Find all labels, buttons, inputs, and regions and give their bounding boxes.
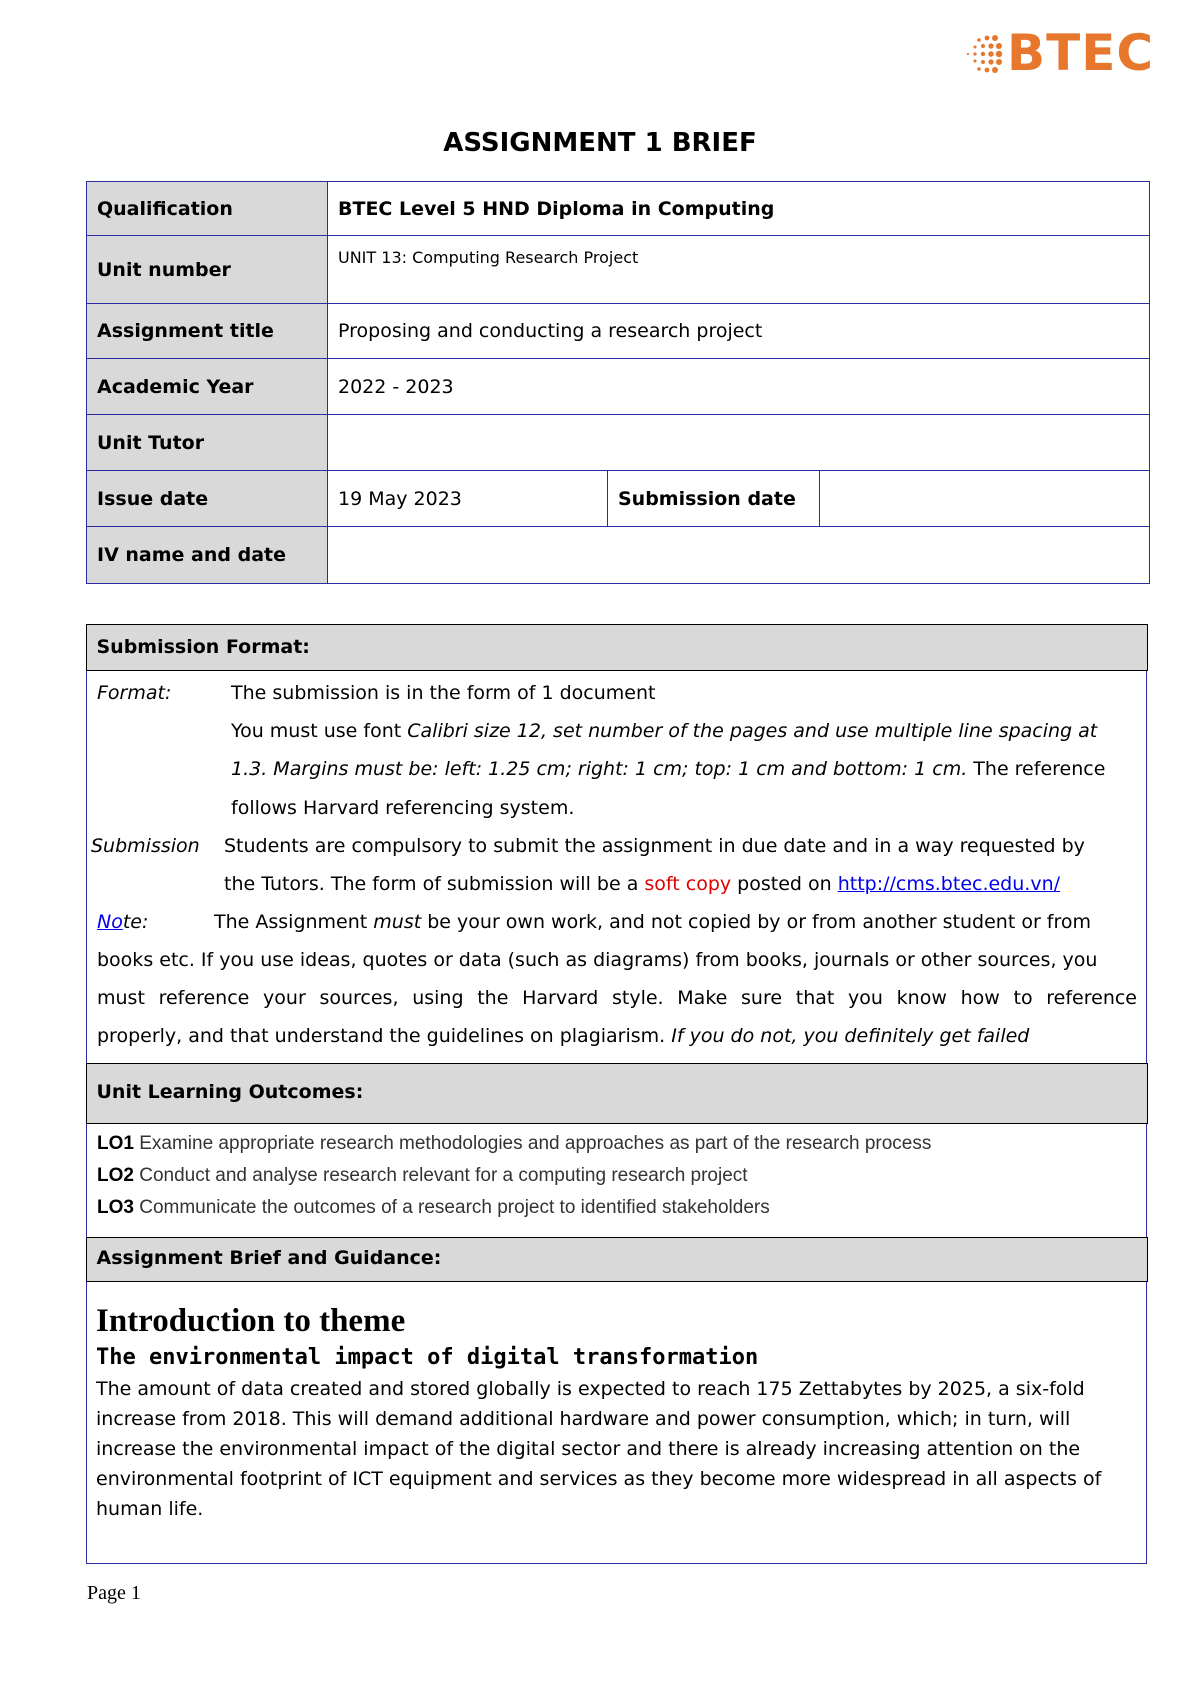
table-row [87,304,1150,359]
table-row [87,359,1150,415]
format-label: Format: [97,682,172,704]
unit-number-label: Unit number [87,236,328,304]
logo-dots-icon [965,32,1005,78]
assignment-title-value: Proposing and conducting a research project [328,304,1150,359]
issue-date-label: Issue date [87,471,328,527]
format-line-1: The submission is in the form of 1 document [231,682,656,704]
note-label: Note: [97,911,149,933]
table-row [87,236,1150,304]
format-line-4: follows Harvard referencing system. [231,797,575,819]
submission-line-2: the Tutors. The form of submission will be a soft copy posted on http://cms.btec.edu.vn/ [224,873,1061,895]
submission-label: Submission [91,835,200,857]
logo-text: BTEC [1007,24,1155,82]
intro-title: Introduction to theme [96,1303,406,1339]
table-row [87,415,1150,471]
issue-date-value: 19 May 2023 [328,471,608,527]
note-line-4: properly, and that understand the guidelines on plagiarism. If you do not, you definitely get failed [97,1025,1030,1047]
intro-subtitle: The environmental impact of digital transformation [96,1345,759,1370]
academic-year-label: Academic Year [87,359,328,415]
format-line-2: You must use font Calibri size 12, set number of the pages and use multiple line spacing at [231,720,1098,742]
note-line-1: The Assignment must be your own work, and not copied by or from another student or from [214,911,1092,933]
guidance-header: Assignment Brief and Guidance: [86,1237,1148,1282]
unit-tutor-value [328,415,1150,471]
unit-number-value: UNIT 13: Computing Research Project [328,236,1150,304]
submission-date-value [820,471,1150,527]
note-line-3: must reference your sources, using the Harvard style. Make sure that you know how to reference [97,987,1137,1009]
submission-line-1: Students are compulsory to submit the assignment in due date and in a way requested by [224,835,1085,857]
learning-outcome-1: LO1 Examine appropriate research methodologies and approaches as part of the research process [97,1133,932,1154]
table-row [87,527,1150,584]
table-row [87,471,1150,527]
document-title: ASSIGNMENT 1 BRIEF [443,128,757,158]
submission-format-header: Submission Format: [86,624,1148,671]
qualification-value: BTEC Level 5 HND Diploma in Computing [328,182,1150,236]
intro-body: The amount of data created and stored globally is expected to reach 175 Zettabytes by 2025, a six-fold increase from 2018. This will demand additional hardware and power consumption, which; in turn, will increase the environmental impact of the digital sector and there is already increasing attention on the environmental footprint of ICT equipment and services as they become more widespread in all aspects of human life. [96,1378,1102,1520]
table-row [87,182,1150,236]
learning-outcome-2: LO2 Conduct and analyse research relevant for a computing research project [97,1165,748,1186]
learning-outcomes-header: Unit Learning Outcomes: [86,1063,1148,1124]
note-line-2: books etc. If you use ideas, quotes or data (such as diagrams) from books, journals or other sources, you [97,949,1098,971]
page-number: Page 1 [87,1582,141,1604]
note-link[interactable]: No [97,911,123,933]
assignment-title-label: Assignment title [87,304,328,359]
btec-logo [965,26,1175,86]
learning-outcome-3: LO3 Communicate the outcomes of a research project to identified stakeholders [97,1197,770,1218]
iv-name-value [328,527,1150,584]
assignment-info-table [86,181,1150,584]
iv-name-label: IV name and date [87,527,328,584]
unit-tutor-label: Unit Tutor [87,415,328,471]
format-line-3: 1.3. Margins must be: left: 1.25 cm; right: 1 cm; top: 1 cm and bottom: 1 cm. The reference [231,758,1106,780]
submission-date-label: Submission date [608,471,820,527]
qualification-label: Qualification [87,182,328,236]
cms-link[interactable]: http://cms.btec.edu.vn/ [837,873,1061,895]
academic-year-value: 2022 - 2023 [328,359,1150,415]
